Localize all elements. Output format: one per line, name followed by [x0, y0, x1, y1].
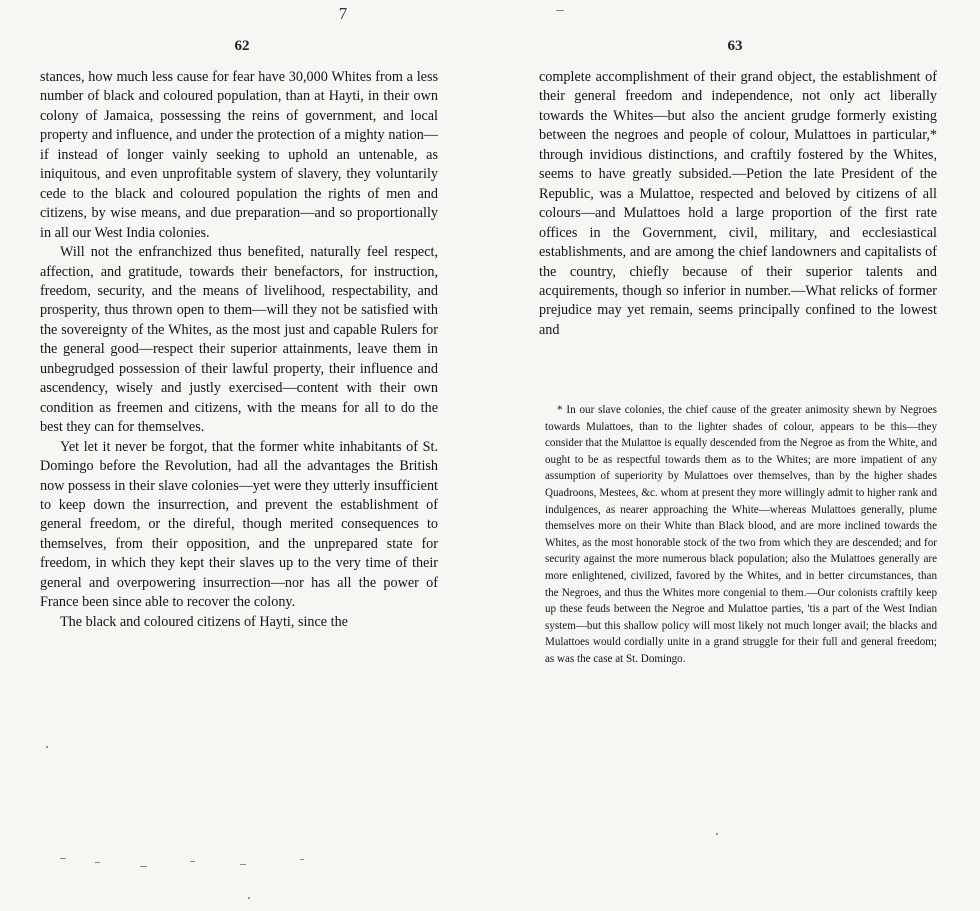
left-paragraph-4: The black and coloured citizens of Hayti, since the — [60, 613, 348, 630]
scan-speck — [240, 864, 246, 865]
scan-speck — [46, 746, 48, 748]
scan-speck — [716, 833, 718, 835]
scan-speck — [190, 861, 195, 862]
left-page-number: 62 — [234, 38, 250, 54]
scan-speck — [140, 866, 147, 867]
left-paragraph-2: Will not the enfranchized thus benefited, naturally feel respect, affection, and gratitude, towards their benefactors, for instruction, freedom, security, and the means of livelihood, respectability, and prosperity, thus thrown open to them—will they not be satisfied with the sovereignty of the Whites, as the most just and capable Rulers for the general good—respect their superior attainments, leave them in unbegrudged possession of their lawful property, their influence and ascendency, wisely and justly exercised—content with their own condition as freemen and citizens, with the means for all to do the best they can for themselves. — [40, 244, 438, 436]
sheet-number: 7 — [338, 4, 348, 23]
scan-speck — [300, 859, 304, 860]
left-page-body — [40, 68, 438, 632]
right-page-number: 63 — [727, 38, 743, 54]
footnote-text: * In our slave colonies, the chief cause of the greater animosity shewn by Negroes towards Mulattoes, than to the lighter shades of colour, appears to be this—they consider that the Mulattoe is equally descended from the Negroe as from the White, and ought to be as respectful towards them as to the Whites; are more impatient of any assumption of superiority by Mulattoes over themselves, than by the higher shades Quadroons, Mestees, &c. whom at present they more willingly admit to higher rank and indulgences, as nearer approaching the White—whereas Mulattoes generally, plume themselves more on their White than Black blood, and are more inclined towards the Whites, as the most honorable stock of the two from which they are descended; and for security against the more numerous black population; also the Mulattoes generally are more enlightened, civilized, favored by the Whites, and in better circumstances, than the Negroes, and thus the Whites more congenial to them.—Our colonists craftily keep up these feuds between the Negroe and Mulattoe parties, 'tis a part of the West Indian system—but this shallow policy will most likely not much longer avail; the blacks and Mulattoes would cordially unite in a grand struggle for their full and general freedom; as was the case at St. Domingo. — [545, 404, 937, 665]
left-paragraph-1: stances, how much less cause for fear have 30,000 Whites from a less number of black and coloured population, than at Hayti, in their own colony of Jamaica, possessing the reins of government, and local property and influence, and under the protection of a mighty nation—if instead of longer vainly seeking to uphold an untenable, as iniquitous, and even unprofitable system of slavery, they voluntarily cede to the black and coloured population the rights of men and citizens, by wise means, and due preparation—and so proportionally in all our West India colonies. — [40, 69, 438, 241]
right-page-footnote — [545, 402, 937, 668]
scan-speck — [95, 862, 100, 863]
scan-speck — [248, 897, 250, 899]
scan-speck — [556, 10, 564, 11]
right-page-body — [539, 68, 937, 340]
scan-speck — [60, 858, 66, 859]
right-paragraph-1: complete accomplishment of their grand object, the establishment of their general freedom and independence, not only act liberally towards the Whites—but also the ancient grudge formerly existing between the negroes and people of colour, Mulattoes in particular,* through invidious distinctions, and craftily fostered by the Whites, seems to have greatly subsided.—Petion the late President of the Republic, was a Mulattoe, respected and beloved by citizens of all colours—and Mulattoes hold a large proportion of the first rate offices in the Government, civil, military, and ecclesiastical establishments, and are among the chief landowners and capitalists of the country, chiefly because of their superior talents and acquirements, though so inferior in number.—What relicks of former prejudice may yet remain, seems principally confined to the lowest and — [539, 69, 937, 338]
left-paragraph-3: Yet let it never be forgot, that the former white inhabitants of St. Domingo before the Revolution, had all the advantages the British now possess in their slave colonies—yet were they utterly insufficient to keep down the insurrection, and prevent the establishment of general freedom, or the direful, though merited consequences to themselves, from their opposition, and the unprepared state for freedom, in which they kept their slaves up to the very time of their general and overpowering insurrection—nor has all the power of France been since able to recover the colony. — [40, 438, 438, 611]
